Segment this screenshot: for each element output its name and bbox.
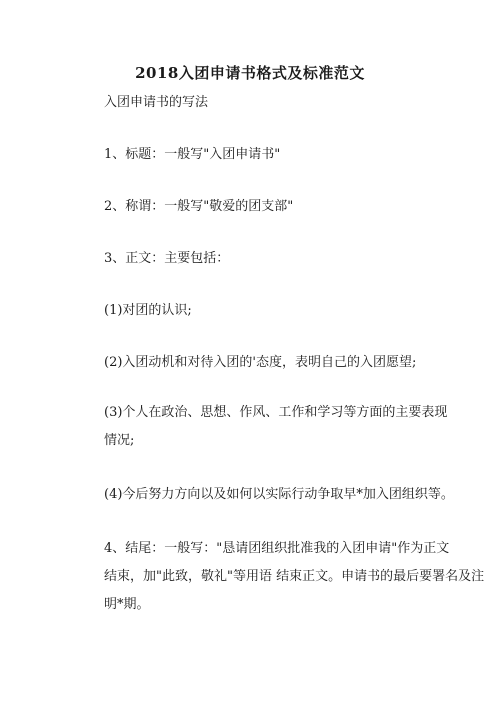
item-body-rule: 3、正文：主要包括： bbox=[104, 251, 230, 266]
item-title-rule: 1、标题：一般写"入团申请书" bbox=[104, 147, 281, 162]
item-closing-line-1: 4、结尾：一般写："恳请团组织批准我的入团申请"作为正文 bbox=[104, 541, 450, 556]
subitem-3-line-2: 情况; bbox=[104, 433, 135, 448]
document-title: 2018入团申请书格式及标准范文 bbox=[135, 64, 365, 82]
subitem-2: (2)入团动机和对待入团的'态度，表明自己的入团愿望; bbox=[104, 355, 417, 370]
subitem-4: (4)今后努力方向以及如何以实际行动争取早*加入团组织等。 bbox=[104, 487, 454, 502]
subitem-3-line-1: (3)个人在政治、思想、作风、工作和学习等方面的主要表现 bbox=[104, 405, 448, 420]
item-salutation-rule: 2、称谓：一般写"敬爱的团支部" bbox=[104, 199, 294, 214]
section-heading: 入团申请书的写法 bbox=[104, 95, 209, 110]
subitem-1: (1)对团的认识; bbox=[104, 303, 192, 318]
item-closing-line-3: 明*期。 bbox=[104, 597, 150, 612]
item-closing-line-2: 结束，加"此致，敬礼"等用语 结束正文。申请书的最后要署名及注 bbox=[104, 569, 485, 584]
